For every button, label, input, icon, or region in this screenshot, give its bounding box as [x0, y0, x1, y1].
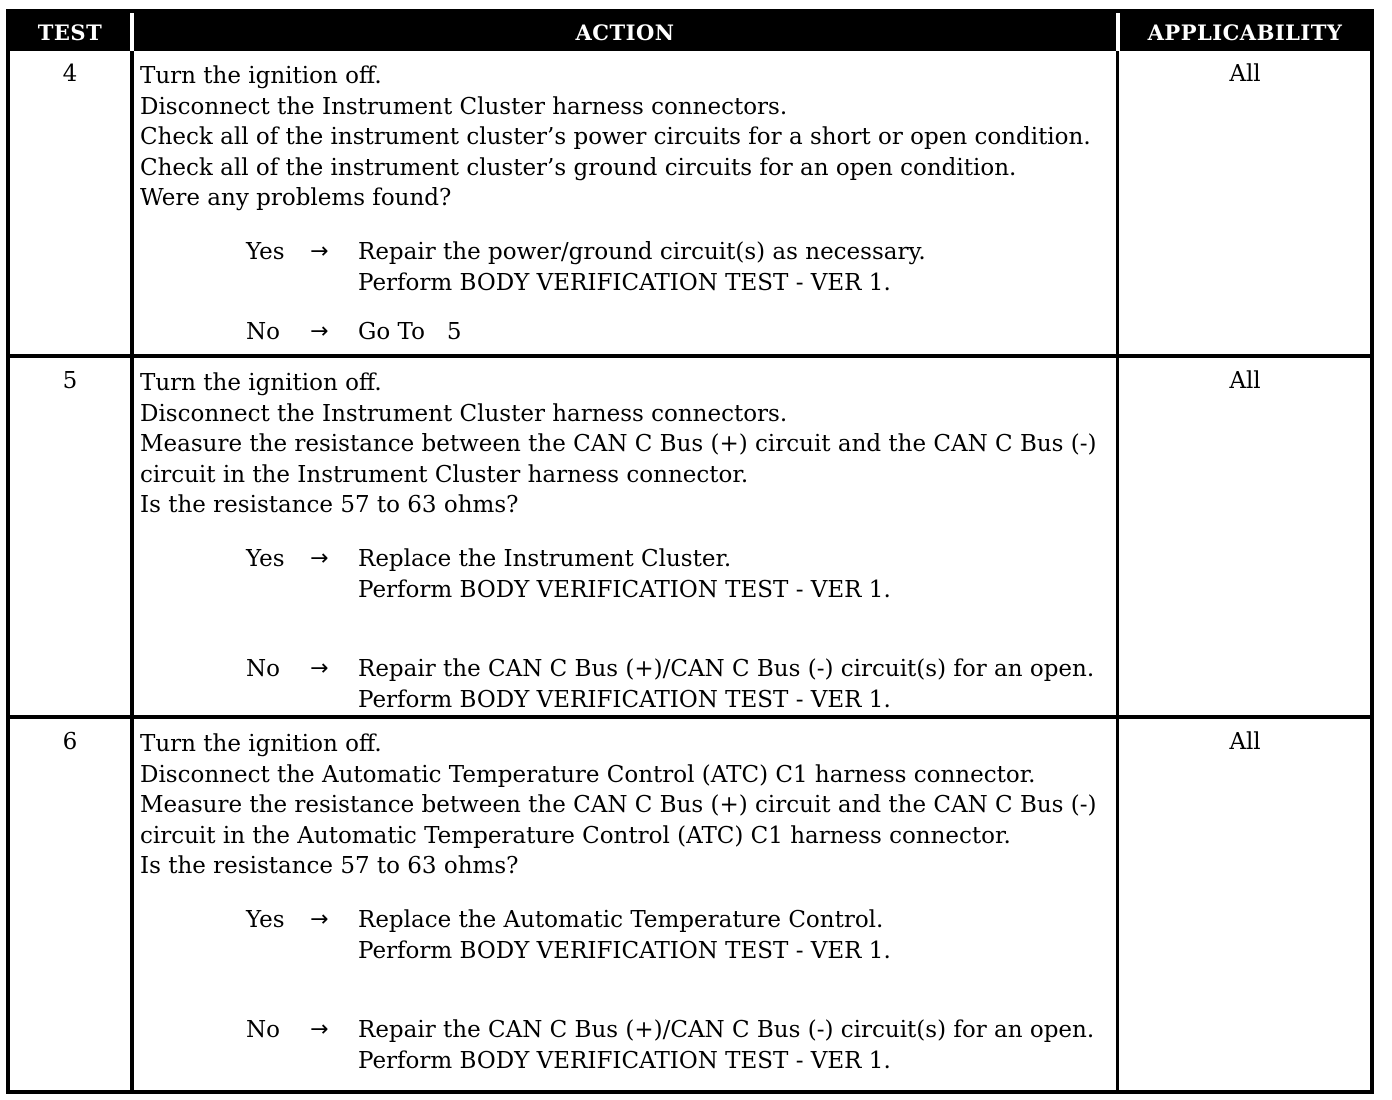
test-row-6	[10, 715, 1370, 1090]
action-line: Disconnect the Instrument Cluster harness connectors.	[140, 400, 788, 427]
action-line: Is the resistance 57 to 63 ohms?	[140, 492, 519, 518]
no-instructions	[358, 1015, 1094, 1076]
no-instructions	[358, 654, 1094, 715]
column-divider	[130, 358, 134, 719]
response-line: Repair the CAN C Bus (+)/CAN C Bus (-) circuit(s) for an open.	[358, 656, 1095, 682]
test-number: 4	[62, 61, 78, 87]
action-line: Turn the ignition off.	[140, 731, 382, 757]
no-label: No	[246, 319, 280, 345]
action-line: Measure the resistance between the CAN C Bus (+) circuit and the CAN C Bus (-)	[140, 431, 1097, 457]
arrow-right-icon: →	[310, 1017, 329, 1042]
arrow-right-icon: →	[310, 239, 329, 264]
arrow-right-icon: →	[310, 907, 329, 932]
action-line: circuit in the Automatic Temperature Control (ATC) C1 harness connector.	[140, 822, 1011, 849]
no-label: No	[246, 1017, 280, 1043]
applicability-value: All	[1229, 368, 1261, 394]
yes-instructions	[358, 237, 926, 298]
test-number: 5	[62, 368, 78, 394]
action-steps	[140, 61, 1110, 214]
column-divider	[1116, 358, 1119, 719]
arrow-right-icon: →	[310, 546, 329, 571]
column-divider	[1116, 51, 1119, 354]
response-line: Repair the CAN C Bus (+)/CAN C Bus (-) circuit(s) for an open.	[358, 1017, 1095, 1043]
action-line: Disconnect the Automatic Temperature Control (ATC) C1 harness connector.	[140, 761, 1036, 788]
applicability-value: All	[1229, 729, 1261, 755]
arrow-right-icon: →	[310, 656, 329, 681]
action-line: Disconnect the Instrument Cluster harness connectors.	[140, 93, 788, 120]
response-line: Go To 5	[358, 319, 462, 345]
response-line: Perform BODY VERIFICATION TEST - VER 1.	[358, 269, 891, 296]
header-applicability: APPLICABILITY	[1147, 20, 1343, 45]
action-line: Turn the ignition off.	[140, 63, 382, 89]
test-row-5	[10, 354, 1370, 719]
response-line: Perform BODY VERIFICATION TEST - VER 1.	[358, 937, 891, 964]
test-row-4	[10, 51, 1370, 354]
no-instructions	[358, 317, 462, 348]
yes-instructions	[358, 544, 891, 605]
action-line: Measure the resistance between the CAN C Bus (+) circuit and the CAN C Bus (-)	[140, 792, 1097, 818]
action-line: circuit in the Instrument Cluster harness connector.	[140, 461, 749, 488]
applicability-value: All	[1229, 61, 1261, 87]
action-line: Is the resistance 57 to 63 ohms?	[140, 853, 519, 879]
response-line: Perform BODY VERIFICATION TEST - VER 1.	[358, 1047, 891, 1074]
test-number: 6	[62, 729, 78, 755]
action-steps	[140, 729, 1110, 882]
yes-label: Yes	[246, 239, 285, 265]
action-line: Were any problems found?	[140, 185, 452, 211]
response-line: Perform BODY VERIFICATION TEST - VER 1.	[358, 576, 891, 603]
yes-instructions	[358, 905, 891, 966]
action-line: Check all of the instrument cluster’s power circuits for a short or open condition.	[140, 124, 1091, 150]
response-line: Repair the power/ground circuit(s) as necessary.	[358, 239, 926, 265]
column-divider	[130, 719, 134, 1090]
no-label: No	[246, 656, 280, 682]
table-header	[10, 13, 1370, 51]
action-steps	[140, 368, 1110, 521]
arrow-right-icon: →	[310, 319, 329, 344]
response-line: Replace the Instrument Cluster.	[358, 546, 732, 572]
column-divider	[130, 51, 134, 354]
header-action: ACTION	[575, 20, 675, 45]
yes-label: Yes	[246, 907, 285, 933]
header-test: TEST	[37, 20, 103, 45]
column-divider	[1116, 719, 1119, 1090]
response-line: Perform BODY VERIFICATION TEST - VER 1.	[358, 686, 891, 713]
action-line: Turn the ignition off.	[140, 370, 382, 396]
response-line: Replace the Automatic Temperature Control.	[358, 907, 884, 933]
diagnostic-test-table	[6, 9, 1374, 1094]
action-line: Check all of the instrument cluster’s ground circuits for an open condition.	[140, 154, 1017, 181]
yes-label: Yes	[246, 546, 285, 572]
